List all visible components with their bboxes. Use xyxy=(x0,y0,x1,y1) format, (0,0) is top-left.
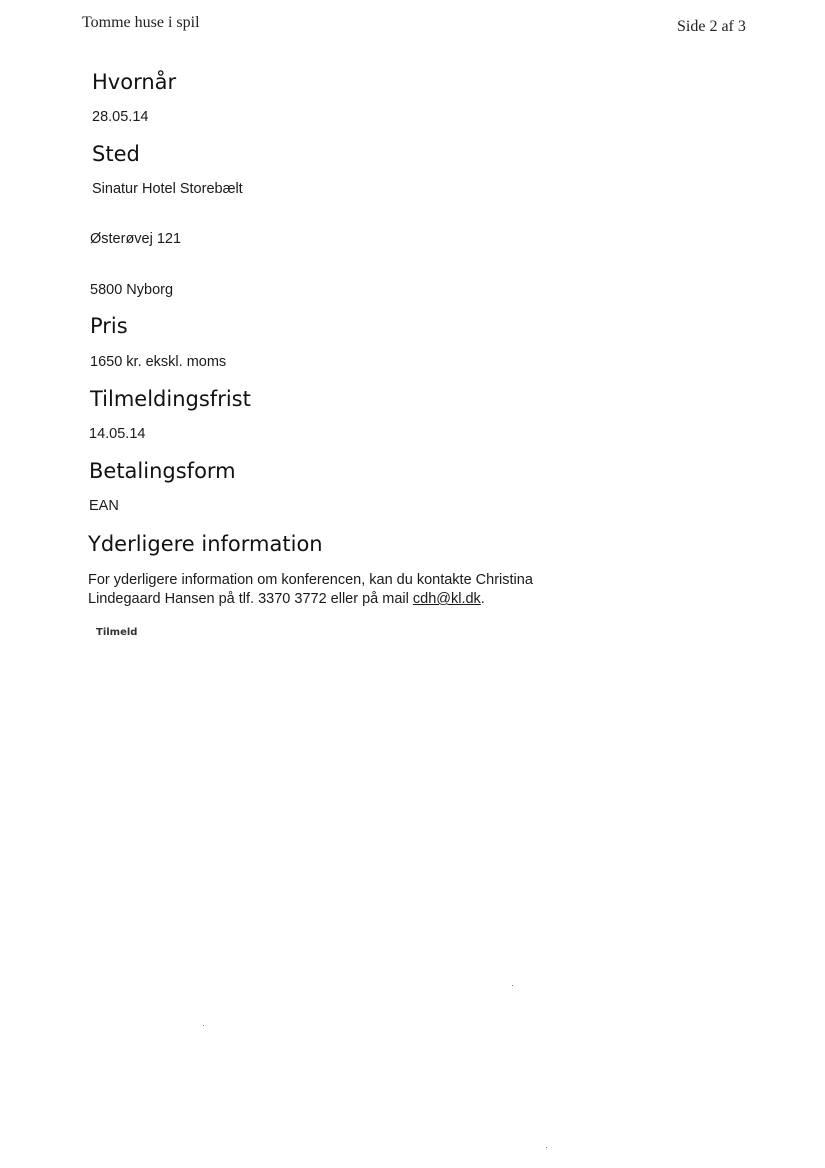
heading-price: Pris xyxy=(90,314,128,338)
heading-deadline: Tilmeldingsfrist xyxy=(90,387,251,411)
deadline-date: 14.05.14 xyxy=(89,426,146,442)
heading-payment: Betalingsform xyxy=(89,459,236,483)
page-number: Side 2 af 3 xyxy=(677,18,746,35)
when-date: 28.05.14 xyxy=(92,109,149,125)
price-value: 1650 kr. ekskl. moms xyxy=(90,354,227,370)
contact-email-link[interactable]: cdh@kl.dk xyxy=(412,591,481,607)
more-info-body: For yderligere information om konferencen, kan du kontakte Christina Lindegaard Hansen på tlf. 3370 3772 eller på mail xyxy=(88,572,533,607)
place-street: Østerøvej 121 xyxy=(90,231,182,247)
register-link[interactable]: Tilmeld xyxy=(96,627,138,638)
scan-speck xyxy=(546,1147,547,1148)
more-info-period: . xyxy=(480,591,485,607)
scan-speck xyxy=(203,1025,204,1026)
heading-place: Sted xyxy=(92,142,140,166)
heading-more-info: Yderligere information xyxy=(88,532,323,556)
place-venue: Sinatur Hotel Storebælt xyxy=(92,181,243,197)
payment-method: EAN xyxy=(89,498,119,514)
place-city: 5800 Nyborg xyxy=(90,282,174,298)
heading-when: Hvornår xyxy=(92,70,177,94)
running-title: Tomme huse i spil xyxy=(82,14,200,31)
more-info-text xyxy=(88,571,608,609)
scan-speck xyxy=(512,985,513,986)
